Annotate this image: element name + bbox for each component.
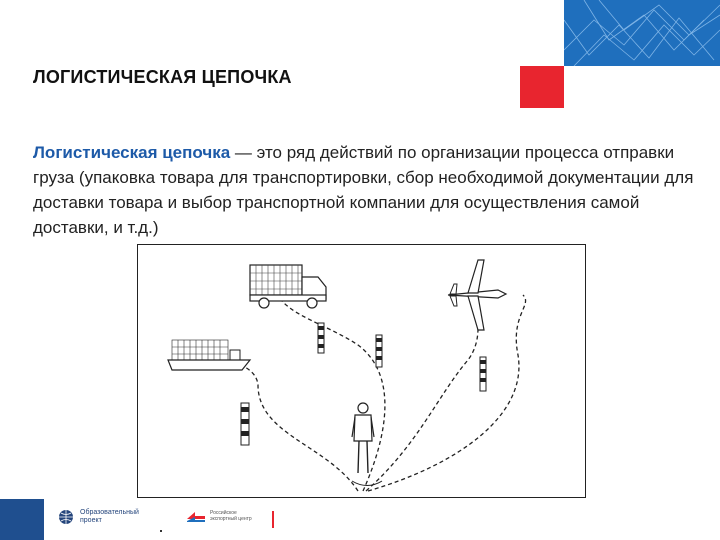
truck-icon: [250, 265, 326, 308]
logistics-illustration: [137, 244, 586, 498]
export-arrow-icon: [186, 509, 206, 523]
footer-divider: [272, 511, 274, 528]
ship-icon: [168, 340, 250, 370]
decorative-network-panel: [564, 0, 720, 66]
globe-icon: [58, 509, 74, 525]
definition-paragraph: [33, 140, 698, 240]
person-icon: [352, 403, 382, 486]
export-center-logo: [186, 509, 256, 523]
footer-dot: [160, 530, 162, 532]
em-dash: —: [230, 143, 257, 162]
logo2-label: Российское экспортный центр: [210, 510, 252, 522]
red-accent-square: [520, 66, 564, 108]
footer-accent-bar: [0, 499, 44, 540]
airplane-icon: [448, 260, 506, 330]
slide-title: ЛОГИСТИЧЕСКАЯ ЦЕПОЧКА: [33, 67, 292, 87]
education-project-logo: [58, 509, 140, 525]
term-highlight: Логистическая цепочка: [33, 143, 231, 162]
logo1-label: Образовательный проект: [80, 509, 139, 524]
definition-text: это ряд действий по организации процесса отправки груза (упаковка товара для транспортировки, сбор необходимой документации для доставки товара и выбор транспортной компании для осуществления самой доставки, и т.д.): [33, 143, 694, 237]
